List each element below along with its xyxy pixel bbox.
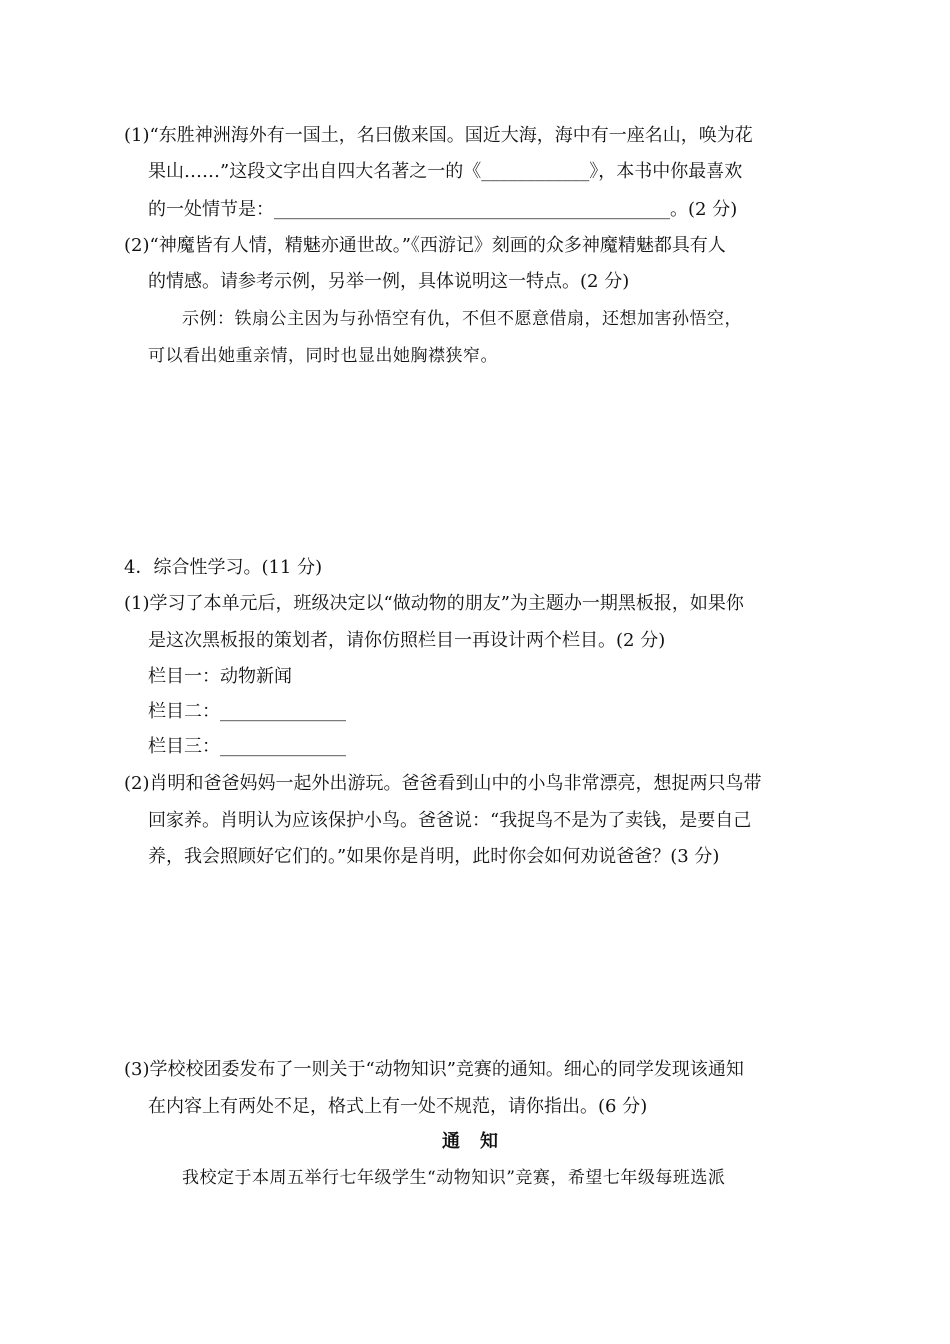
q4-part1-line2: 是这次黑板报的策划者，请你仿照栏目一再设计两个栏目。(2 分) bbox=[148, 630, 666, 651]
q3-example-line2: 可以看出她重亲情，同时也显出她胸襟狭窄。 bbox=[148, 346, 498, 366]
q3-part1-line3: 的一处情节是：____________________________________________。(2 分) bbox=[148, 199, 738, 220]
q4-column1: 栏目一：动物新闻 bbox=[148, 666, 292, 687]
q4-column2: 栏目二：______________ bbox=[148, 701, 346, 722]
q3-part2-line2: 的情感。请参考示例，另举一例，具体说明这一特点。(2 分) bbox=[148, 271, 630, 292]
q4-part2-line1: (2)肖明和爸爸妈妈一起外出游玩。爸爸看到山中的小鸟非常漂亮，想捉两只鸟带 bbox=[124, 773, 762, 794]
q4-heading: 4．综合性学习。(11 分) bbox=[124, 557, 323, 578]
q3-part1-line2: 果山……”这段文字出自四大名著之一的《____________》，本书中你最喜欢 bbox=[148, 161, 743, 182]
q4-column3: 栏目三：______________ bbox=[148, 736, 346, 757]
q3-part1-line1: (1)“东胜神洲海外有一国土，名曰傲来国。国近大海，海中有一座名山，唤为花 bbox=[124, 125, 753, 146]
q4-part2-line2: 回家养。肖明认为应该保护小鸟。爸爸说：“我捉鸟不是为了卖钱，是要自己 bbox=[148, 810, 752, 831]
q3-part2-line1: (2)“神魔皆有人情，精魅亦通世故。”《西游记》刻画的众多神魔精魅都具有人 bbox=[124, 235, 726, 256]
q4-part3-line1: (3)学校校团委发布了一则关于“动物知识”竞赛的通知。细心的同学发现该通知 bbox=[124, 1059, 744, 1080]
notice-title: 通知 bbox=[442, 1131, 518, 1152]
q4-part3-line2: 在内容上有两处不足，格式上有一处不规范，请你指出。(6 分) bbox=[148, 1096, 648, 1117]
notice-line1: 我校定于本周五举行七年级学生“动物知识”竞赛，希望七年级每班选派 bbox=[182, 1168, 726, 1188]
q4-part2-line3: 养，我会照顾好它们的。”如果你是肖明，此时你会如何劝说爸爸？(3 分) bbox=[148, 846, 720, 867]
q3-example-line1: 示例：铁扇公主因为与孙悟空有仇，不但不愿意借扇，还想加害孙悟空， bbox=[182, 309, 742, 329]
q4-part1-line1: (1)学习了本单元后，班级决定以“做动物的朋友”为主题办一期黑板报，如果你 bbox=[124, 593, 744, 614]
